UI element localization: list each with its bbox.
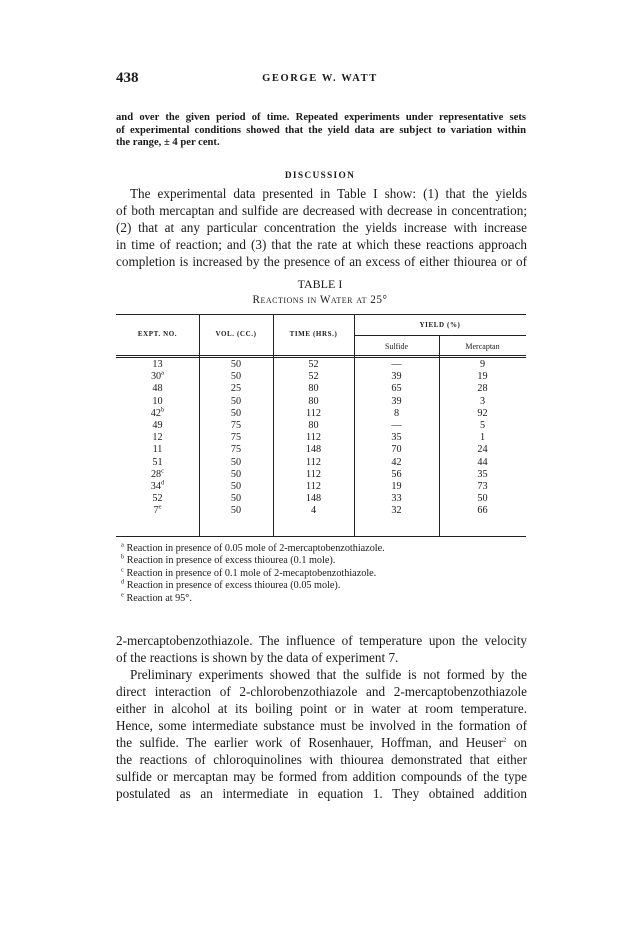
line-text: postulated as an intermediate in equation 1. They obtained addition — [116, 786, 527, 801]
table-cell-time: 80 — [308, 395, 319, 407]
table-cell-sulfide: — — [391, 359, 402, 370]
table-cell-sulfide: 19 — [391, 480, 402, 492]
text-line — [116, 717, 527, 734]
header-expt-no: EXPT. NO. — [137, 330, 178, 338]
data-table — [116, 314, 526, 538]
table-cell-vol: 25 — [230, 383, 242, 395]
expt-value: 30 — [150, 371, 162, 383]
text-line — [116, 683, 527, 700]
table-cell-time: 80 — [308, 419, 319, 431]
table-cell-sulfide: 70 — [391, 444, 402, 456]
header-yield: YIELD (%) — [419, 321, 461, 329]
table-footnotes — [121, 543, 521, 605]
table-title: TABLE I — [297, 277, 343, 291]
intro-paragraph — [116, 112, 526, 150]
section-heading: DISCUSSION — [284, 171, 356, 181]
text-line — [116, 700, 527, 717]
table-cell-mercaptan: 44 — [477, 456, 488, 468]
text-line — [116, 768, 527, 785]
footnote-text: Reaction in presence of excess thiourea (0.05 mole). — [126, 580, 341, 592]
page-number: 438 — [116, 70, 139, 86]
text-line — [116, 666, 527, 683]
table-cell-sulfide: 42 — [391, 456, 402, 468]
table-cell-vol: 50 — [230, 493, 242, 505]
text-line: of both mercaptan and sulfide are decreased with decrease in concentration; — [116, 203, 527, 218]
text-line: the range, ± 4 per cent. — [116, 137, 220, 149]
reference-mark: 2 — [503, 736, 507, 744]
table-cell-vol: 50 — [230, 480, 242, 492]
text-line: in time of reaction; and (3) that the rate at which these reactions approach — [116, 237, 527, 252]
table-cell-expt — [116, 371, 199, 383]
footnote-text: Reaction in presence of excess thiourea (0.1 mole). — [126, 555, 336, 567]
table-top-rule — [116, 314, 526, 315]
table-cell-sulfide: — — [391, 419, 402, 431]
expt-value: 7 — [153, 505, 159, 517]
table-cell-expt: 52 — [152, 493, 163, 505]
table-caption: Reactions in Water at 25° — [252, 294, 388, 306]
text-line — [116, 785, 527, 802]
table-cell-expt: 12 — [152, 432, 163, 444]
footnote-mark: d — [160, 479, 165, 487]
header-sulfide: Sulfide — [384, 342, 409, 351]
table-cell-vol: 50 — [230, 468, 242, 480]
footnote-mark: b — [121, 554, 125, 561]
table-cell-vol: 75 — [230, 432, 242, 444]
table-header-rule-2 — [116, 357, 526, 358]
footnote-mark: a — [161, 369, 165, 377]
table-cell-expt: 10 — [152, 395, 163, 407]
table-cell-time: 4 — [310, 505, 317, 517]
table-cell-time: 52 — [308, 371, 319, 383]
footnote-mark: e — [121, 591, 124, 599]
table-cell-time: 112 — [306, 432, 321, 444]
expt-value: 28 — [150, 468, 162, 480]
table-cell-expt — [116, 505, 199, 517]
table-cell-expt — [116, 481, 199, 493]
footnote — [121, 568, 521, 580]
paragraph-continuation — [116, 632, 527, 666]
table-cell-expt: 48 — [152, 383, 163, 395]
line-text: Hence, some intermediate substance must be involved in the formation of — [116, 718, 527, 733]
table-cell-expt — [116, 469, 199, 481]
column-time — [273, 359, 354, 517]
table-cell-mercaptan: 50 — [477, 493, 488, 505]
table-cell-mercaptan: 9 — [479, 359, 486, 370]
line-text: either in alcohol at its boiling point or in water at room temperature. — [116, 701, 527, 716]
footnote-text: Reaction in presence of 0.1 mole of 2-mecaptobenzothiazole. — [126, 567, 377, 579]
column-sulfide — [354, 359, 439, 517]
line-text: Preliminary experiments showed that the sulfide is not formed by the — [130, 667, 527, 682]
footnote-text: Reaction in presence of 0.05 mole of 2-mercaptobenzothiazole. — [126, 543, 385, 554]
discussion-paragraph — [116, 185, 527, 270]
table-cell-vol: 75 — [230, 444, 242, 456]
table-cell-expt — [116, 408, 199, 420]
text-line — [116, 734, 527, 751]
text-line: and over the given period of time. Repeated experiments under representative sets — [116, 112, 526, 123]
table-cell-mercaptan: 3 — [479, 395, 486, 407]
table-cell-mercaptan: 66 — [477, 505, 488, 517]
table-cell-sulfide: 35 — [391, 432, 402, 444]
line-text: sulfide or mercaptan may be formed from addition compounds of the type — [116, 769, 527, 784]
line-text: on — [506, 735, 527, 750]
footnote-mark: d — [121, 578, 125, 586]
paragraph-preliminary — [116, 666, 527, 802]
footnote — [121, 543, 521, 555]
text-line: 2-mercaptobenzothiazole. The influence of temperature upon the velocity — [116, 633, 527, 648]
table-cell-mercaptan: 92 — [477, 407, 488, 419]
table-cell-time: 52 — [308, 359, 319, 370]
table-cell-sulfide: 39 — [391, 371, 402, 383]
table-cell-sulfide: 39 — [391, 395, 402, 407]
header-volume: VOL. (CC.) — [215, 330, 257, 338]
footnote-text: Reaction at 95°. — [126, 592, 192, 604]
table-cell-expt: 13 — [152, 359, 163, 370]
table-cell-vol: 75 — [230, 419, 242, 431]
page-header — [116, 70, 524, 92]
table-cell-sulfide: 8 — [393, 407, 400, 419]
footnote-mark: c — [161, 467, 165, 475]
text-line: of the reactions is shown by the data of experiment 7. — [116, 650, 399, 665]
table-cell-vol: 50 — [230, 505, 242, 517]
table-cell-mercaptan: 19 — [477, 371, 488, 383]
table-cell-expt: 11 — [152, 444, 163, 456]
line-text: the sulfide. The earlier work of Rosenhauer, Hoffman, and Heuser — [116, 735, 504, 750]
table-cell-time: 148 — [305, 444, 322, 456]
table-cell-time: 112 — [306, 407, 321, 419]
footnote-mark: a — [121, 541, 124, 549]
table-cell-time: 148 — [305, 493, 322, 505]
table-bottom-rule — [116, 536, 526, 537]
table-cell-mercaptan: 1 — [479, 432, 486, 444]
expt-value: 42 — [150, 407, 161, 419]
text-line: of experimental conditions showed that the yield data are subject to variation within — [116, 124, 526, 136]
table-header-rule — [116, 355, 526, 356]
footnote — [121, 580, 521, 592]
footnote — [121, 555, 521, 567]
table-cell-time: 80 — [308, 383, 319, 395]
table-cell-sulfide: 32 — [391, 505, 402, 517]
footnote-mark: c — [121, 566, 124, 574]
text-line — [116, 751, 527, 768]
table-cell-vol: 50 — [230, 456, 242, 468]
table-cell-vol: 50 — [230, 407, 242, 419]
table-cell-vol: 50 — [230, 371, 242, 383]
table-cell-mercaptan: 5 — [479, 419, 486, 431]
table-cell-sulfide: 33 — [391, 493, 402, 505]
column-volume — [199, 359, 273, 517]
table-cell-expt: 51 — [152, 456, 163, 468]
table-cell-sulfide: 56 — [391, 468, 402, 480]
table-cell-expt: 49 — [152, 419, 163, 431]
table-cell-time: 112 — [306, 468, 321, 480]
column-expt — [116, 359, 199, 517]
running-head: GEORGE W. WATT — [262, 73, 378, 84]
footnote-mark: e — [158, 503, 162, 511]
table-cell-vol: 50 — [230, 359, 242, 370]
table-cell-vol: 50 — [230, 395, 242, 407]
column-mercaptan — [439, 359, 526, 517]
footnote — [121, 593, 521, 605]
table-cell-sulfide: 65 — [391, 383, 402, 395]
table-cell-time: 112 — [306, 456, 321, 468]
header-time: TIME (HRS.) — [289, 330, 338, 338]
text-line: The experimental data presented in Table I show: (1) that the yields — [130, 186, 527, 201]
line-text: the reactions of chloroquinolines with thiourea demonstrated that either — [116, 752, 527, 767]
yield-span-rule — [354, 335, 526, 336]
table-cell-mercaptan: 24 — [477, 444, 488, 456]
footnote-mark: b — [160, 406, 165, 414]
table-cell-mercaptan: 73 — [477, 480, 488, 492]
text-line: completion is increased by the presence of an excess of either thiourea or of — [116, 254, 527, 269]
table-cell-mercaptan: 35 — [477, 468, 488, 480]
line-text: direct interaction of 2-chlorobenzothiazole and 2-mercaptobenzothiazole — [116, 684, 527, 699]
expt-value: 34 — [150, 480, 161, 492]
text-line: (2) that at any particular concentration the yields increase with increase — [116, 220, 527, 235]
table-cell-time: 112 — [306, 480, 321, 492]
header-mercaptan: Mercaptan — [465, 342, 500, 351]
table-cell-mercaptan: 28 — [477, 383, 488, 395]
